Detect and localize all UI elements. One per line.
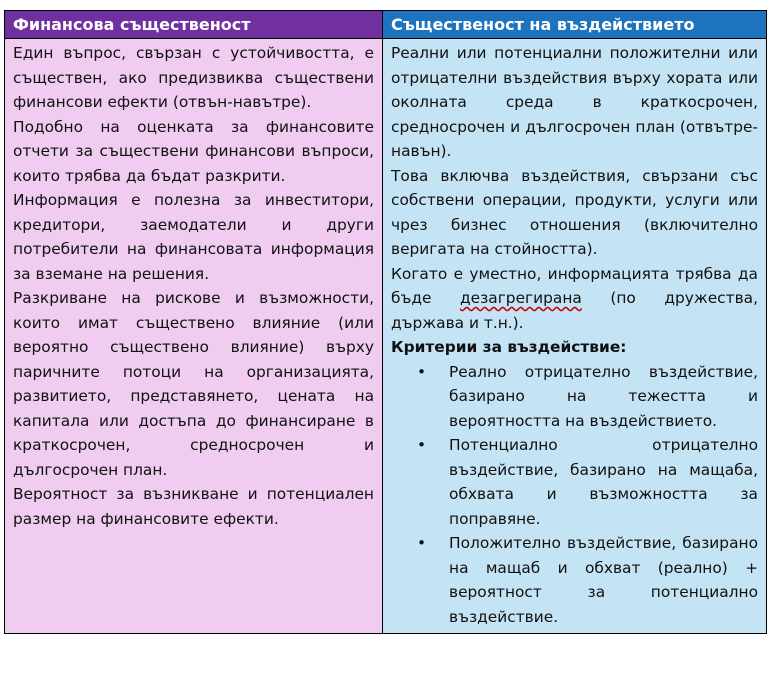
impact-paragraph [391, 262, 758, 336]
criteria-item-text: Потенциално отрицателно въздействие, базирано на мащаба, обхвата и възможността за поправяне. [449, 436, 758, 528]
spellcheck-marked-word: дезагрегирана [459, 289, 582, 307]
criteria-item-text: Реално отрицателно въздействие, базирано на тежестта и вероятността на въздействието. [449, 362, 758, 430]
impact-materiality-header: Същественост на въздействието [383, 11, 767, 39]
criteria-title: Критерии за въздействие: [391, 338, 627, 356]
bullet-icon: • [417, 534, 427, 552]
document-table-wrapper [4, 10, 766, 634]
financial-materiality-cell [5, 39, 383, 634]
impact-paragraph: Реални или потенциални положителни или отрицателни въздействия върху хората или околната среда в краткосрочен, средносрочен и дългосрочен план (отвътре-навън). [391, 44, 758, 160]
financial-materiality-header: Финансова същественост [5, 11, 383, 39]
financial-paragraph: Вероятност за възникване и потенциален размер на финансовите ефекти. [13, 485, 374, 528]
bullet-icon: • [417, 362, 427, 381]
content-row [5, 39, 767, 634]
criteria-item [417, 360, 758, 434]
financial-paragraph: Подобно на оценката за финансовите отчети за съществени финансови въпроси, които трябва да бъдат разкрити. [13, 117, 374, 185]
financial-paragraph: Разкриване на рискове и възможности, които имат съществено влияние (или вероятно съществено влияние) върху паричните потоци на организацията, развитието, представянето, цената на капитала или достъпа до финансиране в краткосрочен, средносрочен и дългосрочен план. [13, 289, 374, 479]
impact-materiality-cell [383, 39, 767, 634]
materiality-table [4, 10, 767, 634]
criteria-item [417, 433, 758, 531]
impact-p3-before: Когато е уместно, информацията трябва да бъде [391, 264, 758, 307]
financial-paragraph: Информация е полезна за инвеститори, кредитори, заемодатели и други потребители на финансовата информация за вземане на решения. [13, 191, 374, 283]
criteria-list [391, 360, 758, 630]
impact-p3-after: (по дружества, държава и т.н.). [391, 289, 758, 332]
criteria-item-text: Положително въздействие, базирано на мащаб и обхват (реално) + вероятност за потенциално въздействие. [449, 534, 758, 626]
impact-paragraph: Това включва въздействия, свързани със собствени операции, продукти, услуги или чрез бизнес отношения (включително веригата на стойността). [391, 166, 758, 258]
criteria-item [417, 531, 758, 629]
financial-paragraph: Един въпрос, свързан с устойчивостта, е съществен, ако предизвиква съществени финансови ефекти (отвън-навътре). [13, 44, 374, 111]
bullet-icon: • [417, 436, 427, 454]
header-row [5, 11, 767, 39]
